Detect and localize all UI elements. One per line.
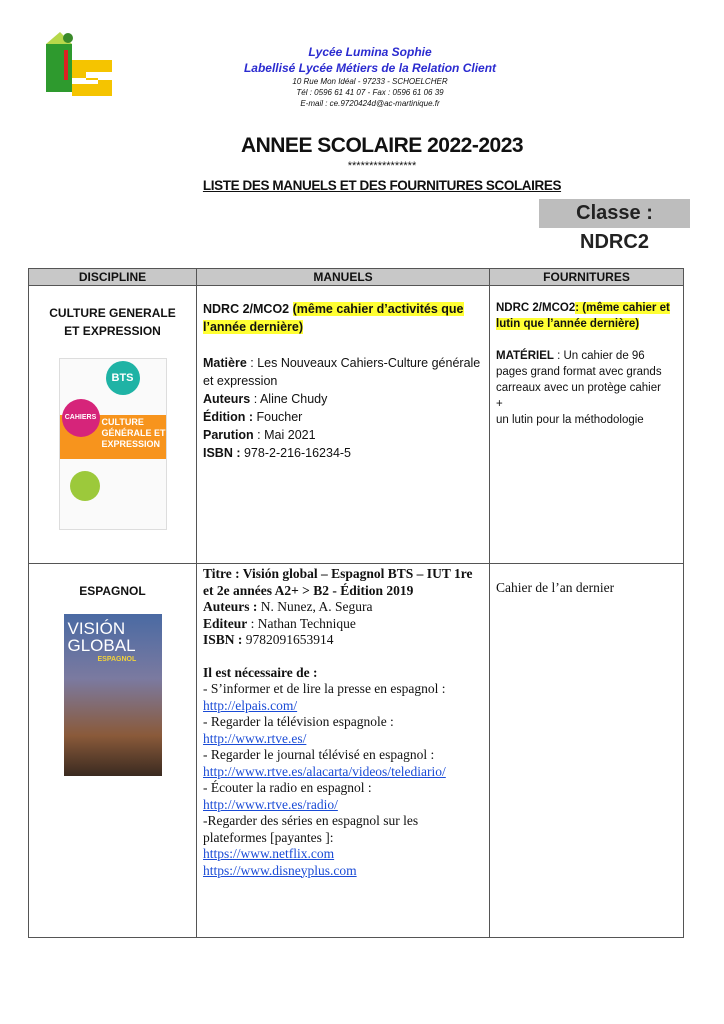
discipline-name: CULTURE GENERALE ET EXPRESSION (49, 306, 176, 338)
manuel-field: ISBN : 978-2-216-16234-5 (203, 446, 352, 460)
supplies-table (28, 268, 684, 938)
fournitures-lutin: un lutin pour la méthodologie (496, 414, 644, 426)
book-cover-vision-global (64, 614, 162, 776)
manuel-authors: Auteurs : N. Nunez, A. Segura (203, 599, 373, 614)
fournitures-materiel: MATÉRIEL : Un cahier de 96 pages grand format avec grands carreaux avec un protège cahier (496, 350, 662, 394)
page-subtitle: LISTE DES MANUELS ET DES FOURNITURES SCOLAIRES (202, 178, 562, 193)
school-label: Labellisé Lycée Métiers de la Relation Client (243, 61, 497, 75)
table-header-row (29, 269, 684, 286)
cover-cahiers-text: CAHIERS (62, 399, 100, 437)
manuel-editor: Editeur : Nathan Technique (203, 615, 356, 631)
discipline-cell (29, 286, 197, 564)
manuel-field: Matière : Les Nouveaux Cahiers-Culture générale et expression (203, 356, 481, 388)
cover-bts-text: BTS (106, 361, 140, 395)
fournitures-note: NDRC 2/MCO2: (même cahier et lutin que l’année dernière) (496, 302, 670, 330)
book-cover-culture-generale (59, 358, 167, 530)
school-logo (42, 30, 114, 96)
fournitures-cell (490, 564, 684, 938)
resource-link-netflix[interactable]: https://www.netflix.com (203, 846, 335, 861)
resource-text: - Regarder la télévision espagnole : (203, 714, 394, 729)
school-info (200, 44, 540, 109)
stars-divider: **************** (347, 160, 417, 172)
school-name: Lycée Lumina Sophie (308, 45, 432, 59)
resource-link-disneyplus[interactable]: https://www.disneyplus.com (203, 862, 357, 878)
fournitures-plus: + (496, 398, 503, 410)
fournitures-cell (490, 286, 684, 564)
manuel-intro: Il est nécessaire de : (203, 664, 318, 680)
page-title: ANNEE SCOLAIRE 2022-2023 (240, 134, 524, 157)
school-phone: Tél : 0596 61 41 07 - Fax : 0596 61 06 39 (296, 88, 444, 97)
table-row (29, 564, 684, 938)
cover-subtitle-text: ESPAGNOL (97, 656, 137, 663)
header-manuels: MANUELS (197, 269, 490, 286)
manuel-prefix: NDRC 2/MCO2 (203, 302, 293, 316)
resource-link-telediario[interactable]: http://www.rtve.es/alacarta/videos/telediario/ (203, 763, 446, 779)
header-discipline: DISCIPLINE (29, 269, 197, 286)
fournitures-text: Cahier de l’an dernier (496, 580, 615, 595)
manuel-cell (197, 286, 490, 564)
manuel-field: Auteurs : Aline Chudy (203, 392, 328, 406)
resource-text: - Écouter la radio en espagnol : (203, 780, 372, 795)
manuel-note (203, 300, 483, 336)
table-row (29, 286, 684, 564)
header-fournitures: FOURNITURES (490, 269, 684, 286)
resource-link-elpais[interactable]: http://elpais.com/ (203, 697, 298, 713)
resource-link-radio[interactable]: http://www.rtve.es/radio/ (203, 796, 338, 812)
cover-title-text: CULTURE GÉNÉRALE ET EXPRESSION (60, 415, 166, 459)
school-address: 10 Rue Mon Idéal - 97233 - SCHOELCHER (292, 77, 448, 86)
manuel-isbn: ISBN : 9782091653914 (203, 632, 334, 647)
manuel-field: Parution : Mai 2021 (203, 428, 316, 442)
cover-decoration (70, 471, 100, 501)
manuel-highlight: (même cahier d’activités que l’année dernière) (203, 302, 464, 334)
resource-text: -Regarder des séries en espagnol sur les plateformes [payantes ]: (203, 813, 419, 845)
cover-title-text: VISIÓN GLOBAL (67, 619, 136, 655)
school-email: E-mail : ce.9720424d@ac-martinique.fr (300, 99, 440, 108)
discipline-name: ESPAGNOL (79, 584, 146, 598)
manuel-title: Titre : Visión global – Espagnol BTS – IUT 1re et 2e années A2+ > B2 - Édition 2019 (203, 566, 473, 598)
manuel-cell (197, 564, 490, 938)
resource-text: - Regarder le journal télévisé en espagnol : (203, 747, 435, 762)
class-badge: Classe : NDRC2 (539, 199, 690, 228)
discipline-cell (29, 564, 197, 938)
resource-text: - S’informer et de lire la presse en espagnol : (203, 681, 446, 696)
resource-link-rtve[interactable]: http://www.rtve.es/ (203, 730, 307, 746)
manuel-field: Édition : Foucher (203, 410, 303, 424)
